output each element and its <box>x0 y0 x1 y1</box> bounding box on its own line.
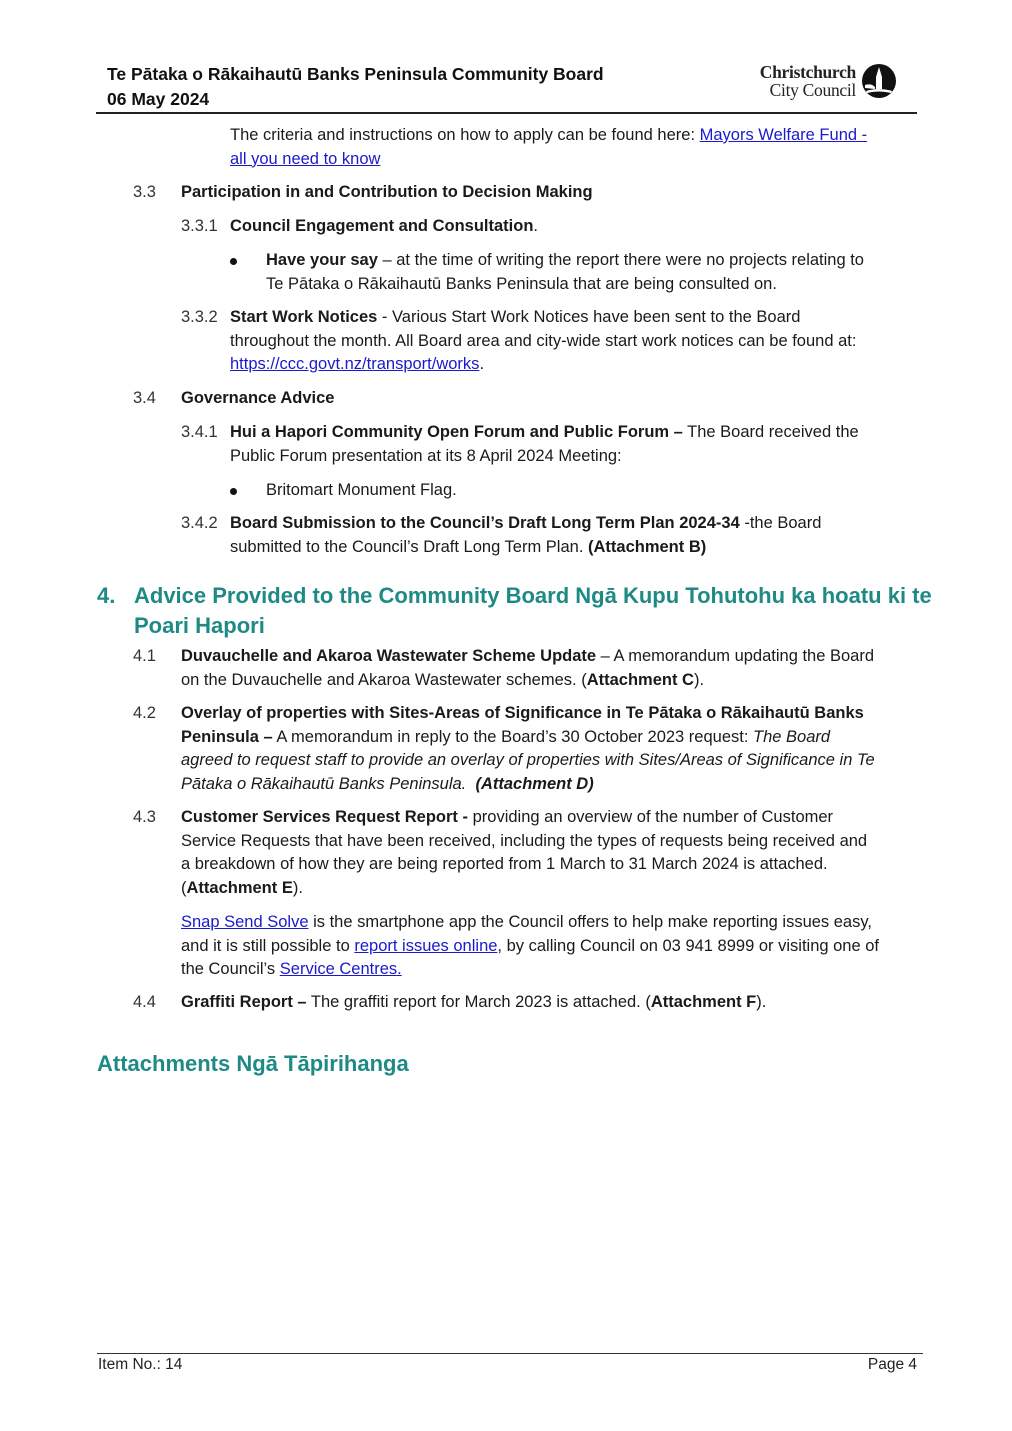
quoted-resolution: Pātaka o Rākaihautū Banks Peninsula. <box>181 774 467 793</box>
subsection-title: Start Work Notices <box>230 308 378 326</box>
footer-rule <box>97 1353 923 1354</box>
subsection-number: 3.4.1 <box>181 423 218 441</box>
header-rule <box>96 112 917 114</box>
bullet-point <box>230 488 237 495</box>
section-number: 3.3 <box>133 183 156 201</box>
paragraph-text: throughout the month. All Board area and city-wide start work notices can be found at: <box>230 331 857 350</box>
item-title: Customer Services Request Report - <box>181 808 469 826</box>
item-title: Overlay of properties with Sites-Areas of Significance in Te Pātaka o Rākaihautū Banks <box>181 704 864 722</box>
bullet-item <box>266 249 864 296</box>
quoted-resolution: agreed to request staff to provide an overlay of properties with Sites/Areas of Significance in Te <box>181 751 875 769</box>
subsection-title: Council Engagement and Consultation <box>230 217 534 235</box>
heading-line: Poari Hapori <box>134 613 265 638</box>
subsection-number: 3.3.1 <box>181 217 218 235</box>
attachment-ref: Attachment C <box>586 670 694 689</box>
subsection-title: Hui a Hapori Community Open Forum and Public Forum – <box>230 423 683 441</box>
paragraph-text: ). <box>756 993 767 1011</box>
council-logo <box>747 63 897 103</box>
paragraph-text: submitted to the Council’s Draft Long Term Plan. <box>230 537 588 556</box>
item-number: 4.4 <box>133 993 156 1011</box>
item-title-cont: Peninsula – <box>181 727 273 746</box>
subsection-heading <box>230 215 538 239</box>
subsection-title: Board Submission to the Council’s Draft Long Term Plan 2024-34 <box>230 514 740 532</box>
attachment-ref: (Attachment B) <box>588 537 707 556</box>
footer-page-number: Page 4 <box>867 1356 917 1373</box>
section-4-heading <box>134 581 932 641</box>
subsection-number: 3.4.2 <box>181 514 218 532</box>
paragraph-text: Service Requests that have been received, including the types of requests being received and <box>181 831 868 850</box>
service-centres-link[interactable]: Service Centres. <box>279 960 402 978</box>
attachment-ref: Attachment F <box>650 993 757 1011</box>
paragraph-text: The graffiti report for March 2023 is attached. ( <box>306 993 651 1011</box>
paragraph-text: – A memorandum updating the Board <box>596 647 875 665</box>
item-title: Duvauchelle and Akaroa Wastewater Scheme Update <box>181 647 597 665</box>
paragraph-text: and it is still possible to <box>181 936 355 955</box>
paragraph-text: -the Board <box>739 514 822 532</box>
item-paragraph <box>181 645 874 692</box>
paragraph-text: A memorandum in reply to the Board’s 30 October 2023 request: <box>272 727 754 746</box>
bullet-point <box>230 258 237 265</box>
cathedral-logo-icon <box>861 63 897 99</box>
mayors-welfare-fund-link-cont[interactable]: all you need to know <box>230 149 381 168</box>
document-header <box>107 62 604 112</box>
attachments-heading: Attachments Ngā Tāpirihanga <box>97 1051 409 1076</box>
report-issues-online-link[interactable]: report issues online <box>354 936 498 955</box>
attachment-ref: (Attachment D) <box>475 774 594 793</box>
item-paragraph <box>181 991 766 1015</box>
paragraph-text: a breakdown of how they are being reported from 1 March to 31 March 2024 is attached. <box>181 855 828 873</box>
quoted-resolution: The Board <box>753 727 831 746</box>
section-4-number: 4. <box>97 583 116 608</box>
item-title: Graffiti Report – <box>181 993 307 1011</box>
subsection-number: 3.3.2 <box>181 308 218 326</box>
paragraph-text: on the Duvauchelle and Akaroa Wastewater schemes. ( <box>181 670 587 689</box>
item-paragraph <box>181 806 867 900</box>
attachment-ref: Attachment E <box>186 878 293 897</box>
header-board-name: Te Pātaka o Rākaihautū Banks Peninsula Community Board <box>107 64 604 84</box>
footer-item-number: Item No.: 14 <box>98 1356 183 1373</box>
snap-send-solve-link[interactable]: Snap Send Solve <box>181 913 309 931</box>
item-number: 4.2 <box>133 704 156 722</box>
item-number: 4.1 <box>133 647 156 665</box>
paragraph-text: . <box>479 355 485 373</box>
item-number: 4.3 <box>133 808 156 826</box>
intro-paragraph <box>230 124 867 171</box>
item-paragraph <box>181 702 875 796</box>
heading-line: Advice Provided to the Community Board Ngā Kupu Tohutohu ka hoatu ki te <box>134 583 932 608</box>
logo-text <box>760 63 856 99</box>
logo-line1: Christchurch <box>759 62 856 82</box>
paragraph-text: Public Forum presentation at its 8 April 2024 Meeting: <box>230 446 622 465</box>
paragraph-text: The Board received the <box>682 423 859 441</box>
bullet-item: Britomart Monument Flag. <box>266 481 457 499</box>
paragraph-text: , by calling Council on 03 941 8999 or visiting one of <box>497 936 880 955</box>
item-paragraph <box>181 911 879 982</box>
paragraph-text: - Various Start Work Notices have been sent to the Board <box>377 308 801 326</box>
transport-works-link[interactable]: https://ccc.govt.nz/transport/works <box>230 355 480 373</box>
section-title: Governance Advice <box>181 389 335 407</box>
logo-line2: City Council <box>769 80 856 100</box>
subsection-paragraph <box>230 306 856 377</box>
paragraph-text: the Council’s <box>181 960 280 978</box>
subsection-paragraph <box>230 512 821 559</box>
section-number: 3.4 <box>133 389 156 407</box>
mayors-welfare-fund-link[interactable]: Mayors Welfare Fund - <box>699 126 868 144</box>
paragraph-text: ). <box>693 670 705 689</box>
section-title: Participation in and Contribution to Decision Making <box>181 183 593 201</box>
subsection-paragraph <box>230 421 859 468</box>
bullet-text: – at the time of writing the report there were no projects relating to <box>377 251 864 269</box>
bullet-bold: Have your say <box>266 251 378 269</box>
subsection-title-end: . <box>533 217 539 235</box>
paragraph-text: is the smartphone app the Council offers to help make reporting issues easy, <box>308 913 872 931</box>
intro-text: The criteria and instructions on how to apply can be found here: <box>230 126 700 144</box>
bullet-text-cont: Te Pātaka o Rākaihautū Banks Peninsula that are being consulted on. <box>266 274 777 293</box>
paragraph-text: providing an overview of the number of Customer <box>468 808 834 826</box>
paragraph-text: ). <box>292 878 303 897</box>
paragraph-text: ( <box>181 878 187 897</box>
header-date: 06 May 2024 <box>107 89 210 109</box>
